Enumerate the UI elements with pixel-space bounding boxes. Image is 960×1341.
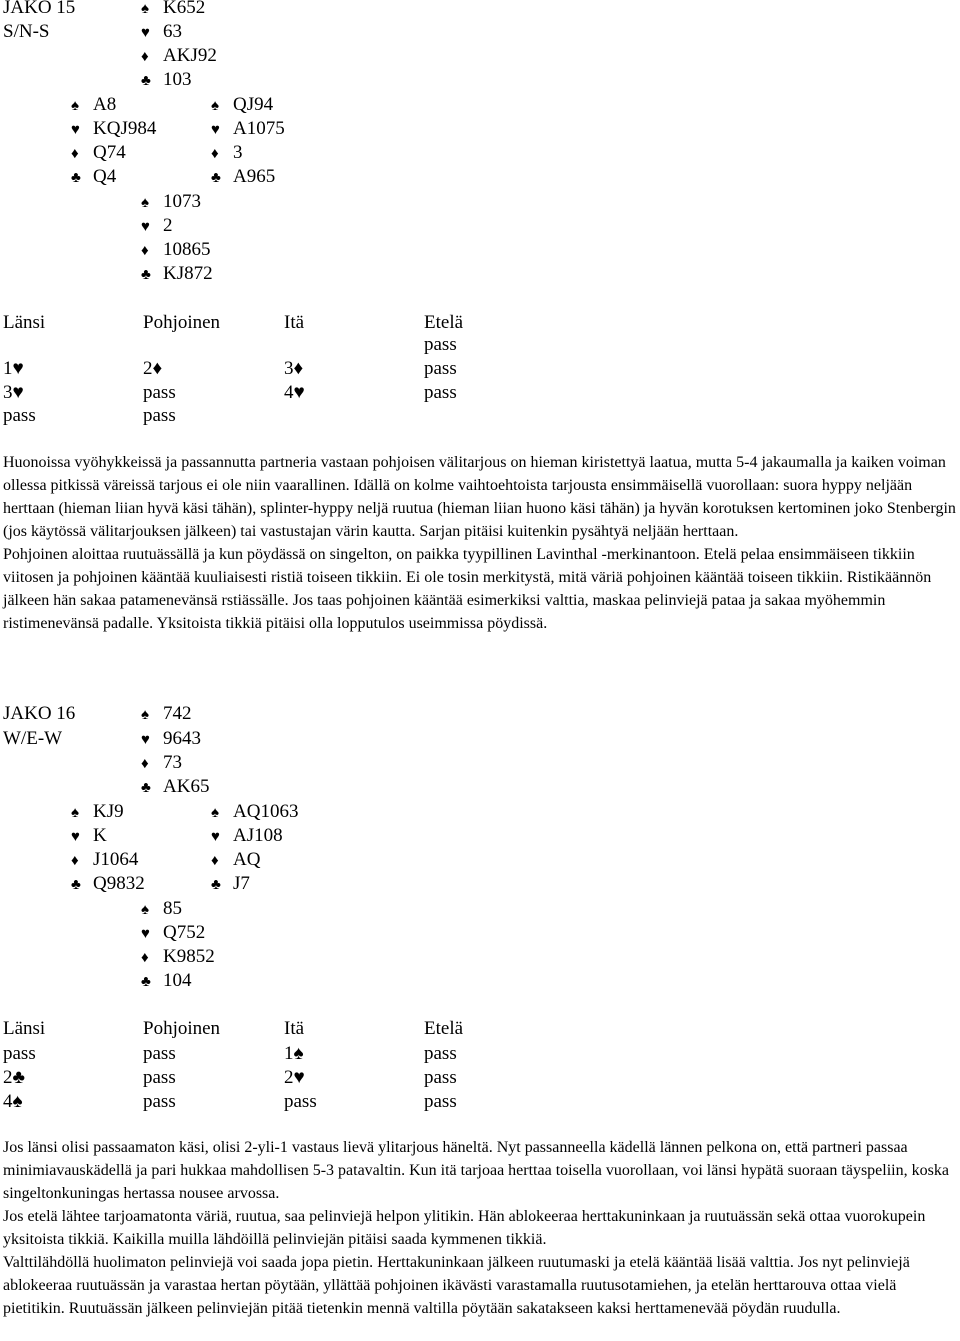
bid: 1♠	[284, 1043, 304, 1064]
bid: 3♦	[284, 358, 304, 379]
heart-icon: ♥	[141, 732, 150, 748]
club-icon: ♣	[211, 877, 221, 893]
deal-title: JAKO 16	[3, 703, 76, 724]
west-diamonds: ♦ J1064	[71, 848, 138, 873]
south-hearts: ♥ 2	[141, 214, 173, 239]
club-icon: ♣	[71, 170, 81, 186]
west-diamonds: ♦ Q74	[71, 141, 126, 166]
bid: pass	[143, 382, 176, 403]
east-diamonds: ♦ AQ	[211, 848, 260, 873]
north-hearts: ♥ 9643	[141, 727, 201, 752]
diamond-icon: ♦	[141, 243, 149, 259]
bid: 3♥	[3, 382, 24, 403]
header-north: Pohjoinen	[143, 312, 221, 333]
heart-icon: ♥	[211, 122, 220, 138]
header-south: Etelä	[424, 312, 464, 333]
paragraph: Jos etelä lähtee tarjoamatonta väriä, ruutua, saa pelinviejä helpon ylitikin. Hän ablokeeraa herttakuninkaan ja ruutuässän sekä ottaa vuorokupein yksitoista tikkiä. Kaikilla muilla lähdöillä pelinviejän pitäisi saada kymmenen tikkiä.	[3, 1208, 926, 1248]
south-clubs: ♣ KJ872	[141, 262, 213, 287]
east-diamonds: ♦ 3	[211, 141, 243, 166]
west-spades: ♠ A8	[71, 93, 116, 118]
diamond-icon: ♦	[141, 756, 149, 772]
east-spades: ♠ AQ1063	[211, 800, 298, 825]
east-spades: ♠ QJ94	[211, 93, 273, 118]
south-diamonds: ♦ 10865	[141, 238, 211, 263]
south-spades: ♠ 1073	[141, 190, 201, 215]
north-clubs: ♣ AK65	[141, 775, 209, 800]
heart-icon: ♥	[211, 829, 220, 845]
bid: pass	[424, 382, 457, 403]
club-icon: ♣	[141, 267, 151, 283]
diamond-icon: ♦	[141, 49, 149, 65]
heart-icon: ♥	[71, 829, 80, 845]
club-icon: ♣	[71, 877, 81, 893]
spade-icon: ♠	[141, 902, 149, 918]
bid: pass	[3, 405, 36, 426]
south-spades: ♠ 85	[141, 897, 182, 922]
spade-icon: ♠	[71, 805, 79, 821]
bid: pass	[143, 1091, 176, 1112]
deal-vulnerability: S/N-S	[3, 21, 50, 42]
north-diamonds: ♦ 73	[141, 751, 182, 776]
header-east: Itä	[284, 312, 305, 333]
heart-icon: ♥	[141, 219, 150, 235]
club-icon: ♣	[141, 780, 151, 796]
diamond-icon: ♦	[71, 853, 79, 869]
east-clubs: ♣ A965	[211, 165, 275, 190]
paragraph: Pohjoinen aloittaa ruutuässällä ja kun pöydässä on singelton, on paikka tyypillinen Lavinthal -merkinantoon. Etelä pelaa ensimmäiseen tikkiin viitosen ja pohjoinen kääntää kuuliaisesti ristiä toiseen tikkiin. Ei ole tosin merkitystä, mitä väriä pohjoinen kääntää toiseen tikkiin. Ristikäännön jälkeen hän sakaa patamenevänsä rstiässälle. Jos taas pohjoinen kääntää esimerkiksi valttia, maskaa pelinviejä pataa ja sakaa myöhemmin ristimenevänsä padalle. Yksitoista tikkiä pitäisi olla lopputulos useimmissa pöydissä.	[3, 546, 932, 632]
west-clubs: ♣ Q4	[71, 165, 116, 190]
spade-icon: ♠	[71, 98, 79, 114]
bid: 2♥	[284, 1067, 305, 1088]
diamond-icon: ♦	[211, 853, 219, 869]
spade-icon: ♠	[141, 1, 149, 17]
header-south: Etelä	[424, 1018, 464, 1039]
bid: pass	[424, 358, 457, 379]
header-west: Länsi	[3, 1018, 46, 1039]
bid: 2♣	[3, 1067, 25, 1088]
heart-icon: ♥	[141, 25, 150, 41]
east-hearts: ♥ A1075	[211, 117, 285, 142]
bid: pass	[143, 1043, 176, 1064]
spade-icon: ♠	[141, 707, 149, 723]
bid: pass	[143, 405, 176, 426]
deal-vulnerability: W/E-W	[3, 728, 63, 749]
west-spades: ♠ KJ9	[71, 800, 124, 825]
east-clubs: ♣ J7	[211, 872, 250, 897]
club-icon: ♣	[211, 170, 221, 186]
heart-icon: ♥	[71, 122, 80, 138]
commentary	[3, 451, 958, 635]
header-west: Länsi	[3, 312, 46, 333]
club-icon: ♣	[141, 73, 151, 89]
diamond-icon: ♦	[71, 146, 79, 162]
north-hearts: ♥ 63	[141, 20, 182, 45]
north-clubs: ♣ 103	[141, 68, 192, 93]
header-east: Itä	[284, 1018, 305, 1039]
deal-title: JAKO 15	[3, 0, 76, 18]
north-spades: ♠ K652	[141, 0, 205, 21]
bid: 2♦	[143, 358, 163, 379]
bid: 4♠	[3, 1091, 23, 1112]
spade-icon: ♠	[211, 805, 219, 821]
commentary	[3, 1136, 958, 1320]
south-clubs: ♣ 104	[141, 969, 192, 994]
east-hearts: ♥ AJ108	[211, 824, 283, 849]
south-hearts: ♥ Q752	[141, 921, 205, 946]
north-diamonds: ♦ AKJ92	[141, 44, 217, 69]
bid: pass	[424, 1091, 457, 1112]
west-hearts: ♥ K	[71, 824, 107, 849]
heart-icon: ♥	[141, 926, 150, 942]
bid: 1♥	[3, 358, 24, 379]
paragraph: Huonoissa vyöhykkeissä ja passannutta partneria vastaan pohjoisen välitarjous on hieman kiristettyä laatua, mutta 5-4 jakaumalla ja kaiken voiman ollessa pitkissä väreissä tarjous ei ole niin vaarallinen. Idällä on kolme vaihtoehtoista tarjousta ensimmäisellä vuorollaan: suora hyppy neljään herttaan (hieman liian hyvä käsi tähän), splinter-hyppy neljä ruutua (hieman liian huono käsi tähän) ja hyvän korotuksen kertominen joko Stenbergin (jos käytössä välitarjouksen jälkeen) tai vastustajan värin kautta. Sarjan pitäisi kuitenkin pysähtyä neljään herttaan.	[3, 454, 956, 540]
north-spades: ♠ 742	[141, 702, 192, 727]
bid: pass	[284, 1091, 317, 1112]
diamond-icon: ♦	[211, 146, 219, 162]
bid: 4♥	[284, 382, 305, 403]
spade-icon: ♠	[211, 98, 219, 114]
paragraph: Jos länsi olisi passaamaton käsi, olisi 2-yli-1 vastaus lievä ylitarjous häneltä. Nyt passanneella kädellä lännen pelkona on, että partneri passaa minimiavauskädellä ja pari hukkaa mahdollisen 5-3 patavaltin. Kun itä tarjoaa herttaa toisella vuorollaan, voi länsi hypätä suoraan täyspeliin, koska singeltonkuningas hertassa nousee arvossa.	[3, 1139, 949, 1202]
bid: pass	[424, 1043, 457, 1064]
bid: pass	[143, 1067, 176, 1088]
club-icon: ♣	[141, 974, 151, 990]
header-north: Pohjoinen	[143, 1018, 221, 1039]
paragraph: Valttilähdöllä huolimaton pelinviejä voi saada jopa pietin. Herttakuninkaan jälkeen ruutumaski ja etelä kääntää lisää valttia. Jos nyt pelinviejä ablokeeraa ruutuässän ja varastaa hertan pöytään, yllättää pohjoinen ikävästi varastamalla ruutusotamiehen, ja etelän herttarouva ottaa vielä pietitikin. Ruutuässän jälkeen pelinviejän pitää tietenkin mennä valtilla pöytään sakatakseen kaksi herttamenevää pöydän ruudulla.	[3, 1254, 910, 1317]
bid: pass	[3, 1043, 36, 1064]
bid: pass	[424, 334, 457, 355]
diamond-icon: ♦	[141, 950, 149, 966]
west-clubs: ♣ Q9832	[71, 872, 145, 897]
south-diamonds: ♦ K9852	[141, 945, 215, 970]
bid: pass	[424, 1067, 457, 1088]
spade-icon: ♠	[141, 195, 149, 211]
west-hearts: ♥ KQJ984	[71, 117, 156, 142]
